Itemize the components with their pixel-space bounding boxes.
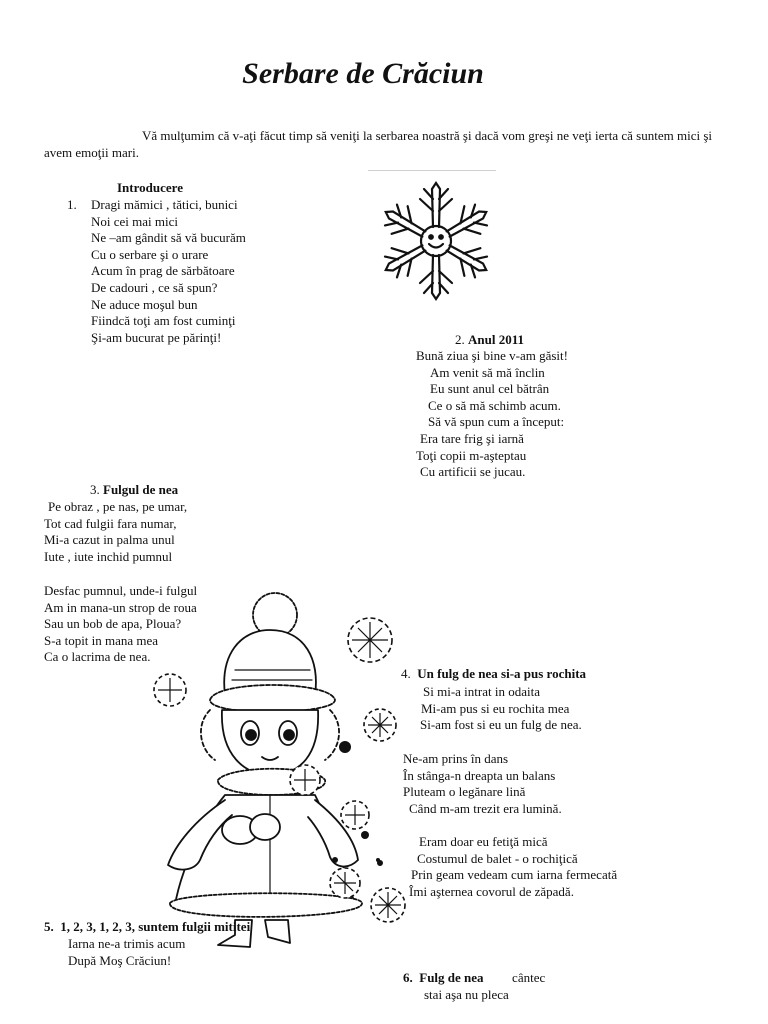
- poem-line: stai aşa nu pleca: [424, 987, 509, 1002]
- poem-line: Pe obraz , pe nas, pe umar,: [48, 499, 188, 514]
- poem-line: Iute , iute inchid pumnul: [44, 548, 173, 564]
- poem-line: Am in mana-un strop de roua: [44, 599, 197, 615]
- section-heading: Fulg de nea: [419, 970, 484, 985]
- poem-line: Acum în prag de sărbătoare: [91, 263, 235, 279]
- poem-line: Toţi copii m-aşteptau: [416, 447, 527, 463]
- intro-paragraph: [44, 128, 734, 161]
- divider-line: [368, 170, 496, 171]
- section-heading: Introducere: [117, 180, 183, 195]
- poem-line: Si mi-a intrat in odaita: [423, 684, 540, 699]
- poem-line: După Moş Crăciun!: [68, 952, 172, 968]
- section-4-stanza-2: [403, 751, 562, 817]
- section-heading: Anul 2011: [468, 332, 524, 347]
- section-6-poem: [424, 987, 509, 1004]
- poem-line: Noi cei mai mici: [91, 213, 179, 229]
- section-number: 2.: [455, 332, 465, 347]
- poem-line: Mi-am pus si eu rochita mea: [421, 700, 570, 716]
- poem-line: Mi-a cazut in palma unul: [44, 532, 175, 548]
- poem-line: Fiindcă toţi am fost cuminţi: [91, 313, 236, 329]
- section-heading: Fulgul de nea: [103, 482, 179, 497]
- section-1-heading: [117, 180, 183, 197]
- section-5-heading: [44, 919, 250, 936]
- poem-line: Eu sunt anul cel bătrân: [430, 381, 550, 397]
- section-note: cântec: [512, 970, 546, 985]
- poem-line: Bună ziua şi bine v-am găsit!: [416, 348, 568, 363]
- poem-line: Şi-am bucurat pe părinţi!: [91, 329, 222, 345]
- poem-line: Pluteam o legănare lină: [403, 784, 526, 800]
- section-4-heading: [401, 666, 586, 683]
- poem-line: Ne –am gândit să vă bucurăm: [91, 230, 246, 246]
- poem-line: Cu artificii se jucau.: [420, 464, 526, 480]
- poem-line: Era tare frig şi iarnă: [420, 430, 524, 446]
- poem-line: De cadouri , ce să spun?: [91, 279, 218, 295]
- page-title: Serbare de Crăciun: [242, 57, 484, 90]
- section-number: 5.: [44, 919, 54, 934]
- poem-line: În stânga-n dreapta un balans: [403, 767, 556, 783]
- section-6-heading: [403, 970, 545, 987]
- poem-line: Ce o să mă schimb acum.: [428, 397, 561, 413]
- smiling-snowflake-icon: [376, 180, 496, 302]
- poem-line: Si-am fost si eu un fulg de nea.: [420, 717, 582, 733]
- poem-line: Iarna ne-a trimis acum: [68, 936, 186, 951]
- section-4-stanza-1: [418, 684, 582, 734]
- intro-text: Vă mulţumim că v-aţi făcut timp să veniţi la serbarea noastră şi dacă vom greşi ne veţi ierta că suntem mici şi avem emoţii mari.: [44, 128, 713, 160]
- section-1-poem: [91, 197, 246, 346]
- section-number: 6.: [403, 970, 413, 985]
- section-heading: Un fulg de nea si-a pus rochita: [417, 666, 587, 681]
- poem-line: Eram doar eu fetiţă mică: [419, 834, 548, 849]
- poem-line: S-a topit in mana mea: [44, 632, 159, 648]
- poem-line: Când m-am trezit era lumină.: [409, 800, 562, 816]
- poem-line: Cu o serbare şi o urare: [91, 246, 209, 262]
- poem-line: Tot cad fulgii fara numar,: [44, 515, 177, 531]
- section-2-poem: [416, 348, 568, 481]
- poem-line: Am venit să mă înclin: [430, 364, 545, 380]
- section-1-number: 1.: [67, 197, 77, 212]
- section-number: 3.: [90, 482, 100, 497]
- section-4-stanza-3: [405, 834, 617, 900]
- section-number: 4.: [401, 666, 411, 681]
- poem-line: Costumul de balet - o rochiţică: [417, 850, 578, 866]
- poem-line: Ca o lacrima de nea.: [44, 649, 151, 665]
- section-5-poem: [68, 936, 185, 969]
- poem-line: Sau un bob de apa, Ploua?: [44, 616, 182, 632]
- poem-line: Dragi mămici , tătici, bunici: [91, 197, 238, 212]
- section-heading: 1, 2, 3, 1, 2, 3, suntem fulgii mititei: [60, 919, 251, 934]
- poem-line: Îmi aşternea covorul de zăpadă.: [409, 883, 574, 899]
- poem-line: Ne aduce moşul bun: [91, 296, 198, 312]
- poem-line: Ne-am prins în dans: [403, 751, 509, 766]
- poem-line: Prin geam vedeam cum iarna fermecată: [411, 867, 618, 883]
- section-3-heading: [90, 482, 178, 499]
- section-2-heading: [455, 332, 524, 349]
- poem-line: Să vă spun cum a început:: [428, 414, 565, 430]
- winter-child-illustration: [140, 585, 420, 950]
- poem-line: Desfac pumnul, unde-i fulgul: [44, 583, 198, 598]
- section-3-stanza-1: [44, 499, 187, 565]
